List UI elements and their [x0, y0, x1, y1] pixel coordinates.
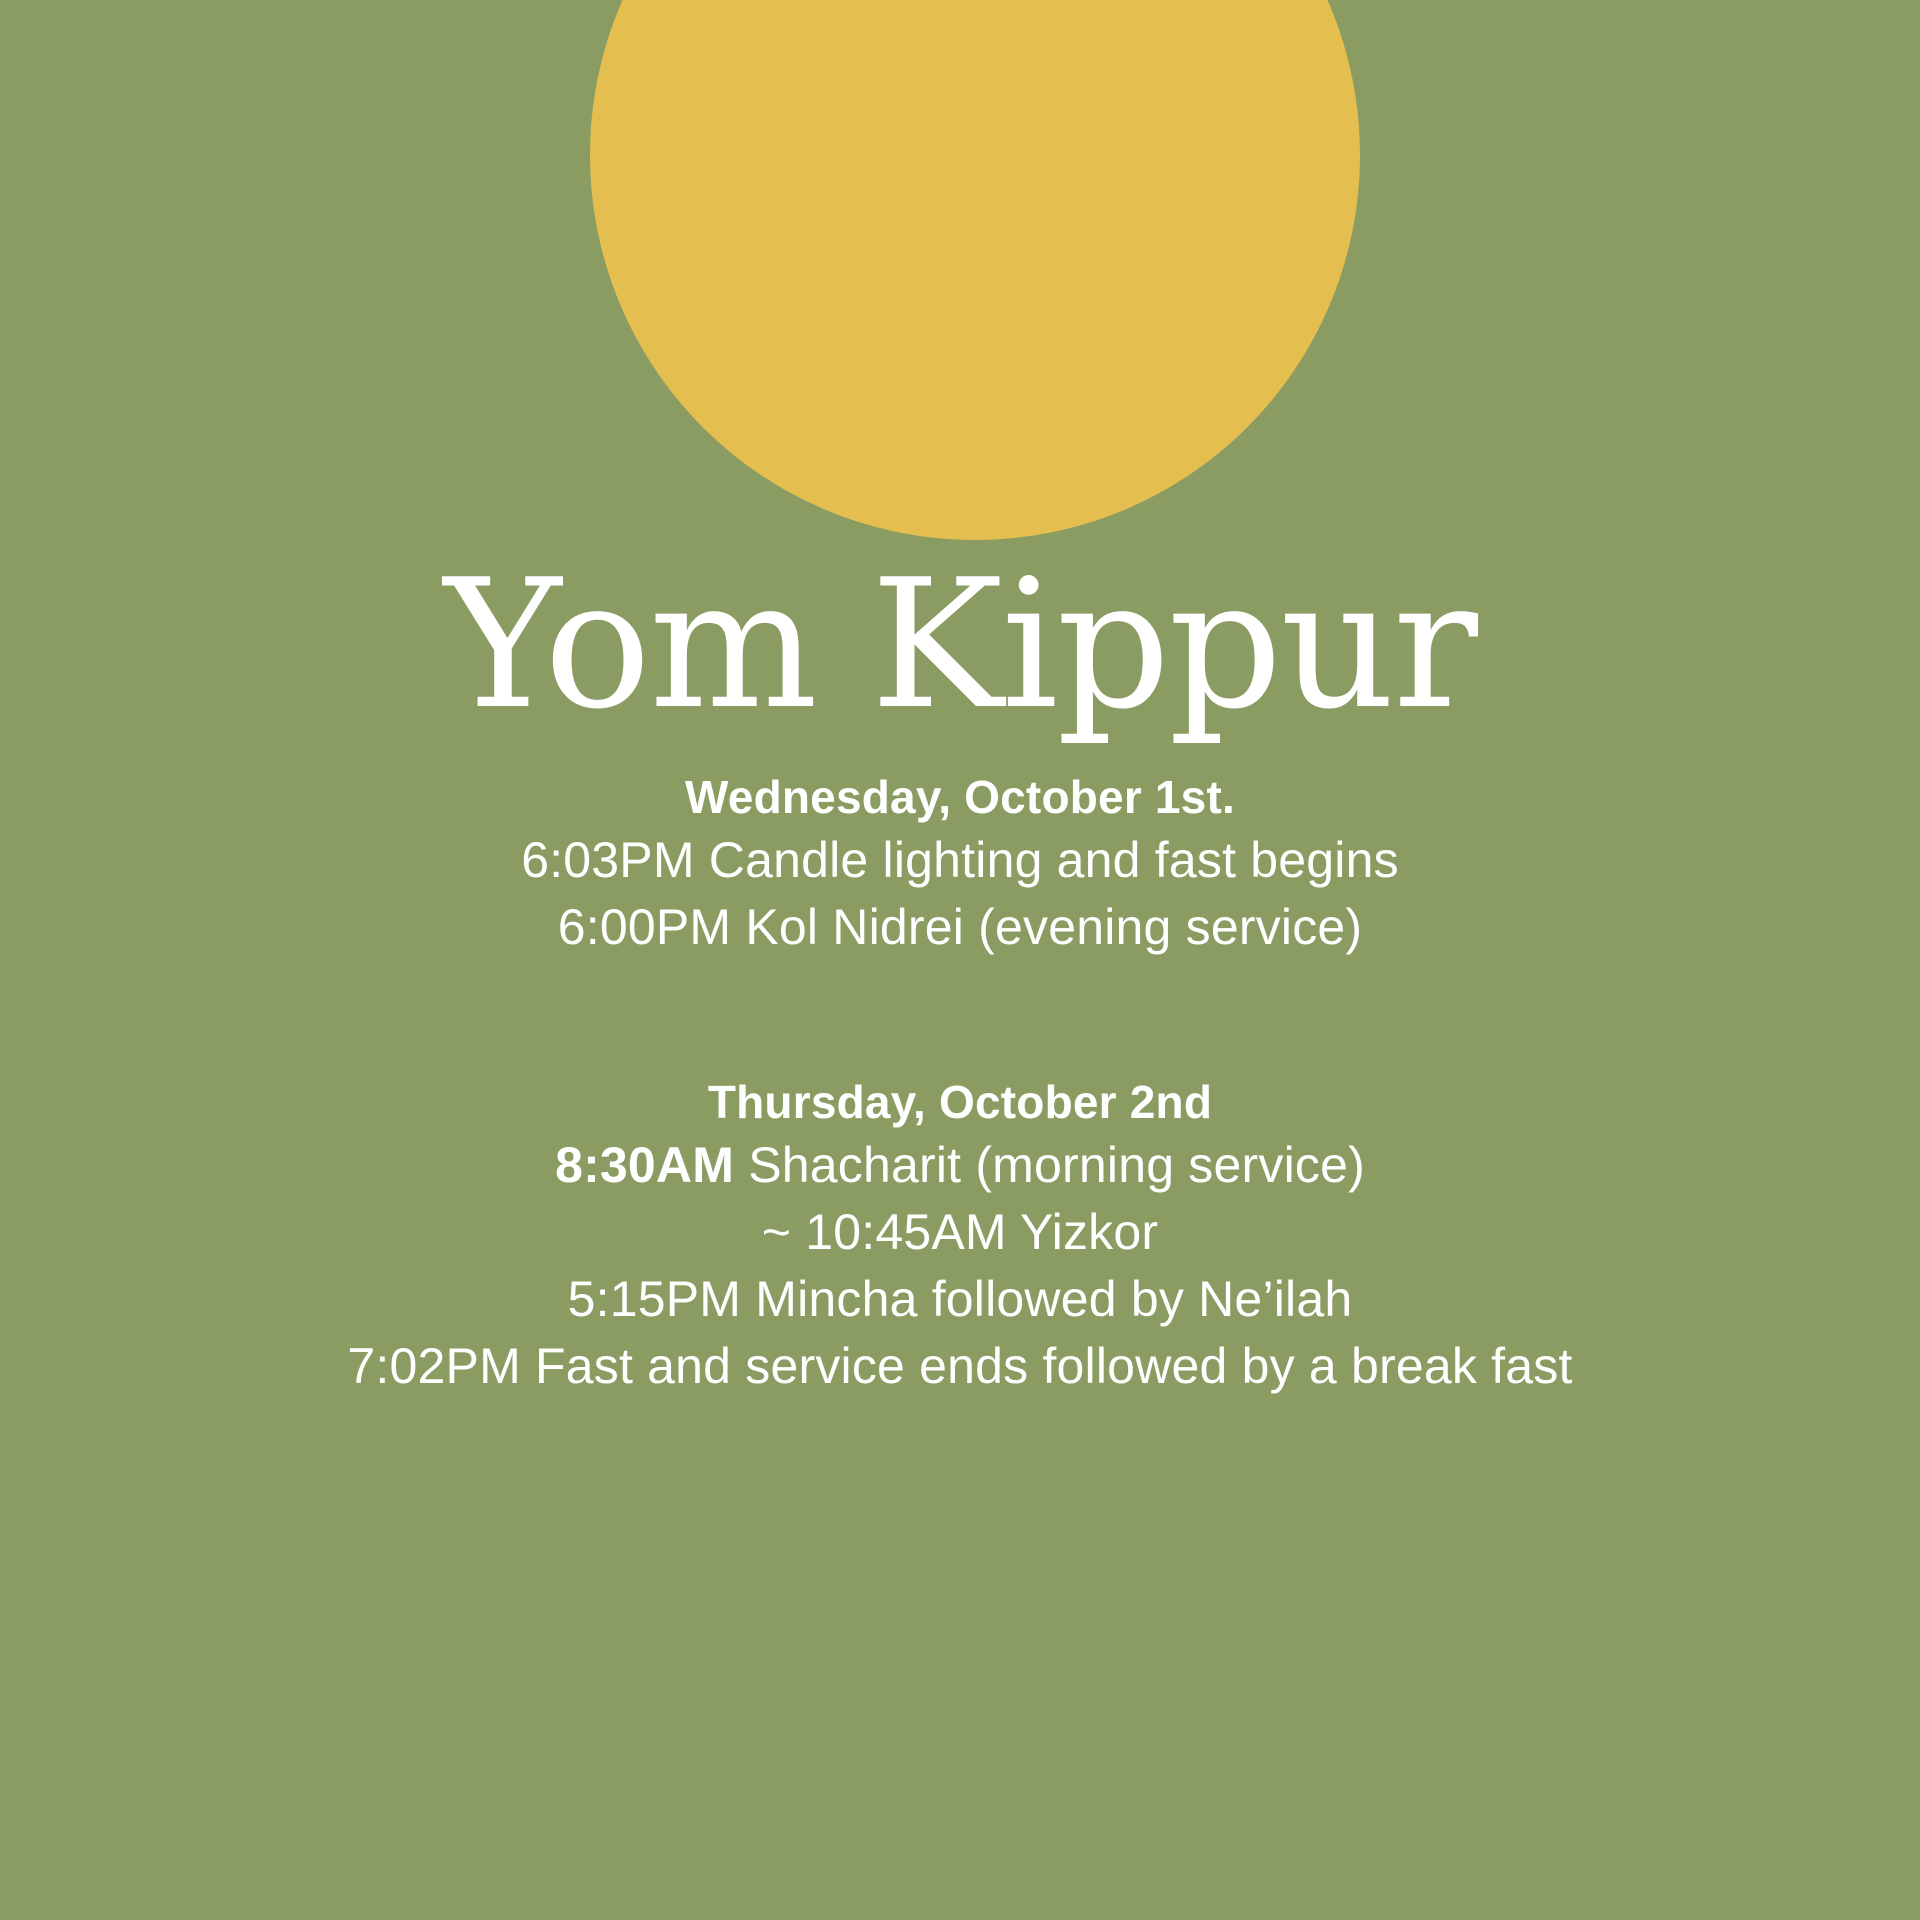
schedule-line-text: 6:03PM Candle lighting and fast begins — [521, 831, 1399, 888]
schedule-block-thursday — [0, 1073, 1920, 1400]
schedule-line-time-bold: 8:30AM — [555, 1136, 735, 1193]
schedule-line-text: 5:15PM Mincha followed by Ne’ilah — [567, 1270, 1353, 1327]
schedule-line-text: 6:00PM Kol Nidrei (evening service) — [557, 898, 1363, 955]
schedule-line — [0, 1333, 1920, 1400]
schedule-block-wednesday — [0, 768, 1920, 961]
schedule-line — [0, 1266, 1920, 1333]
schedule-line — [0, 1199, 1920, 1266]
schedule-line-text: ~ 10:45AM Yizkor — [761, 1203, 1159, 1260]
schedule-line — [0, 1132, 1920, 1199]
day-heading: Thursday, October 2nd — [707, 1075, 1213, 1128]
schedule-line-text: Shacharit (morning service) — [734, 1136, 1365, 1193]
day-heading: Wednesday, October 1st. — [685, 771, 1235, 823]
page-title: Yom Kippur — [443, 541, 1477, 748]
schedule-line — [0, 827, 1920, 894]
schedule-line — [0, 894, 1920, 961]
schedule-line-text: 7:02PM Fast and service ends followed by a break fast — [347, 1337, 1573, 1394]
